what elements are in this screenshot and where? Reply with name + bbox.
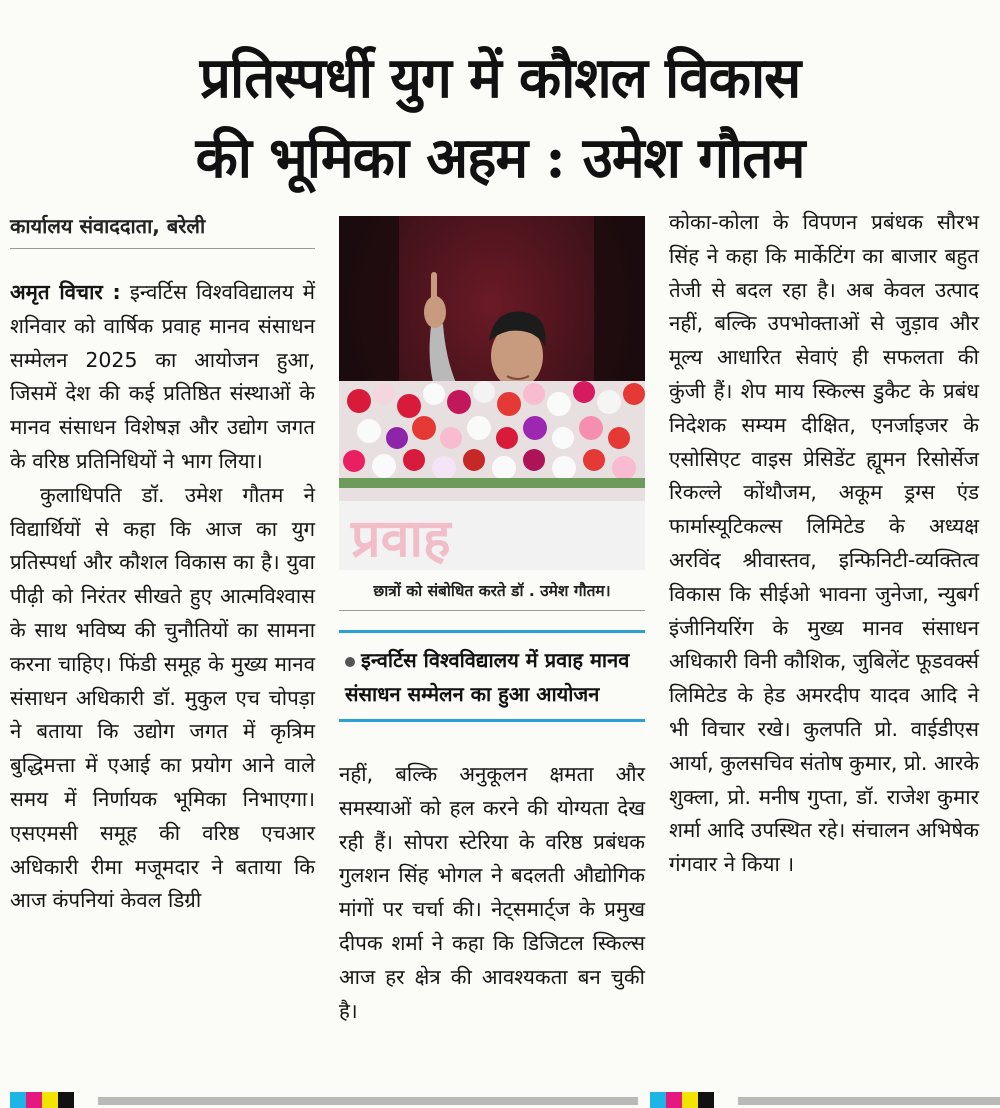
article-column-2	[339, 758, 645, 1028]
byline: कार्यालय संवाददाता, बरेली	[10, 210, 315, 249]
speaker-photo	[339, 216, 645, 570]
magenta-swatch	[666, 1092, 682, 1108]
cyan-swatch	[10, 1092, 26, 1108]
yellow-swatch	[682, 1092, 698, 1108]
headline-line-1: प्रतिस्पर्धी युग में कौशल विकास	[199, 45, 801, 111]
column-2-text: नहीं, बल्कि अनुकूलन क्षमता और समस्याओं को हल करने की योग्यता देख रही हैं। सोपरा स्टेरिया के वरिष्ठ प्रबंधक गुलशन सिंह भोगल ने बदलती औद्योगिक मांगों पर चर्चा की। नेट्समार्ट्ज के प्रमुख दीपक शर्मा ने कहा कि डिजिटल स्किल्स आज हर क्षेत्र की आवश्यकता बन चुकी है।	[339, 762, 645, 1023]
gray-bar-left	[98, 1097, 638, 1105]
headline-line-2: की भूमिका अहम : उमेश गौतम	[195, 125, 805, 191]
paragraph-1-text: इन्वर्टिस विश्वविद्यालय में शनिवार को वार्षिक प्रवाह मानव संसाधन सम्मेलन 2025 का आयोजन हुआ, जिसमें देश की कई प्रतिष्ठित संस्थाओं के मानव संसाधन विशेषज्ञ और उद्योग जगत के वरिष्ठ प्रतिनिधियों ने भाग लिया।	[10, 280, 315, 473]
highlight-box	[339, 630, 645, 722]
article-column-3	[669, 206, 979, 882]
photo-caption: छात्रों को संबोधित करते डॉ . उमेश गौतम।	[339, 578, 645, 611]
black-swatch	[698, 1092, 714, 1108]
speaker-illustration	[339, 216, 645, 570]
black-swatch	[58, 1092, 74, 1108]
headline	[28, 38, 973, 198]
cyan-swatch	[650, 1092, 666, 1108]
podium-text: प्रवाह	[351, 508, 451, 569]
registration-marks-right	[650, 1092, 714, 1108]
bullet-icon	[345, 657, 355, 667]
dateline-lead: अमृत विचार :	[10, 280, 121, 304]
gray-bar-right	[738, 1097, 1000, 1105]
article-column-1	[10, 276, 315, 918]
highlight-text	[339, 643, 645, 711]
paragraph-2: कुलाधिपति डॉ. उमेश गौतम ने विद्यार्थियों से कहा कि आज का युग प्रतिस्पर्धा और कौशल विकास का है। युवा पीढ़ी को निरंतर सीखते हुए आत्मविश्वास के साथ भविष्य की चुनौतियों का सामना करना चाहिए। फिंडी समूह के मुख्य मानव संसाधन अधिकारी डॉ. मुकुल एच चोपड़ा ने बताया कि उद्योग जगत में कृत्रिम बुद्धिमत्ता में एआई का प्रयोग आने वाले समय में निर्णायक भूमिका निभाएगा। एसएमसी समूह की वरिष्ठ एचआर अधिकारी रीमा मजूमदार ने बताया कि आज कंपनियां केवल डिग्री	[10, 482, 315, 913]
magenta-swatch	[26, 1092, 42, 1108]
highlight-label: इन्वर्टिस विश्वविद्यालय में प्रवाह मानव संसाधन सम्मेलन का हुआ आयोजन	[345, 648, 630, 706]
column-3-text: कोका-कोला के विपणन प्रबंधक सौरभ सिंह ने कहा कि मार्केटिंग का बाजार बहुत तेजी से बदल रहा है। अब केवल उत्पाद नहीं, बल्कि उपभोक्ताओं से जुड़ाव और मूल्य आधारित सेवाएं ही सफलता की कुंजी हैं। शेप माय स्किल्स डुकैट के प्रबंध निदेशक सम्यम दीक्षित, एनर्जाइजर के एसोसिएट वाइस प्रेसिडेंट ह्यूमन रिसोर्सेज रिकल्ले कोंथौजम, अकूम ड्रग्स एंड फार्मास्यूटिकल्स लिमिटेड के अध्यक्ष अरविंद श्रीवास्तव, इन्फिनिटी-व्यक्तित्व विकास कि सीईओ भावना जुनेजा, न्युबर्ग इंजीनियरिंग के मुख्य मानव संसाधन अधिकारी विनी कौशिक, जुबिलेंट फूडवर्क्स लिमिटेड के हेड अमरदीप यादव आदि ने भी विचार रखे। कुलपति प्रो. वाईडीएस आर्या, कुलसचिव संतोष कुमार, प्रो. आरके शुक्ला, प्रो. मनीष गुप्ता, डॉ. राजेश कुमार शर्मा आदि उपस्थित रहे। संचालन अभिषेक गंगवार ने किया ।	[669, 210, 979, 877]
registration-marks-left	[10, 1092, 74, 1108]
yellow-swatch	[42, 1092, 58, 1108]
paragraph-1	[10, 276, 315, 479]
